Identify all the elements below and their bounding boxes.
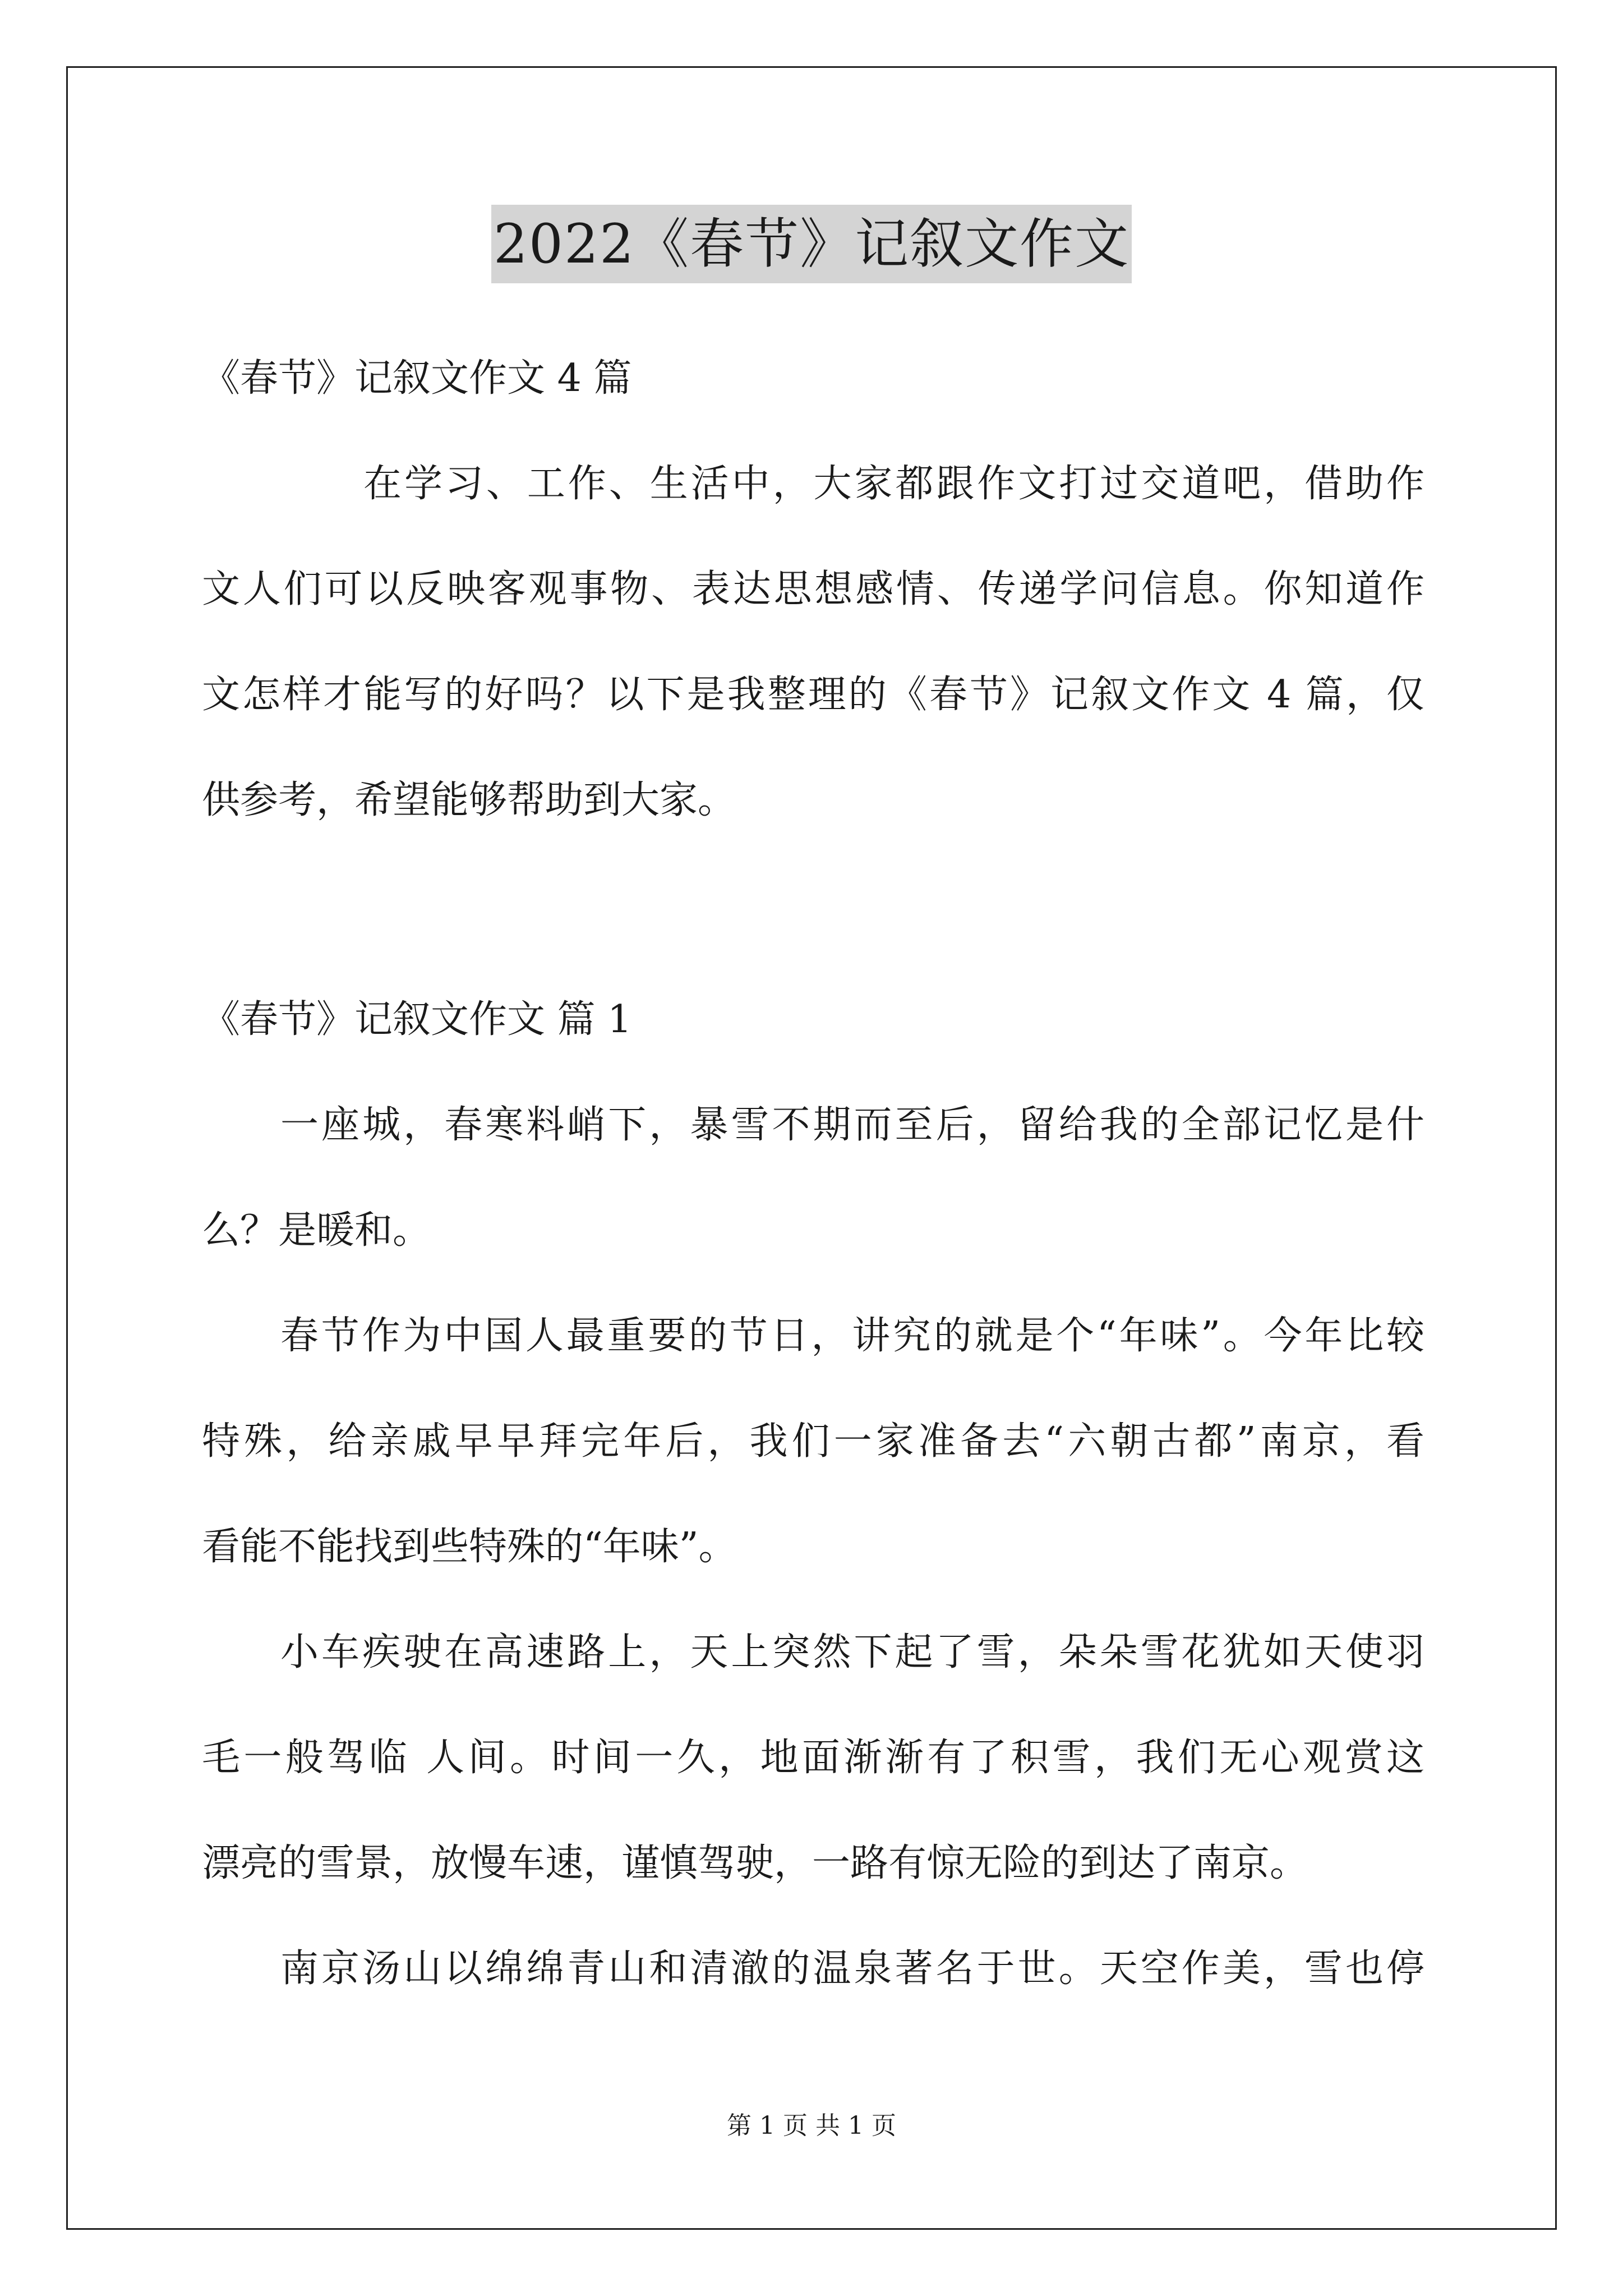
section-heading: 《春节》记叙文作文 篇 1 — [202, 997, 632, 1042]
p3-line-3: 漂亮的雪景，放慢车速，谨慎驾驶，一路有惊无险的到达了南京。 — [202, 1841, 1308, 1885]
intro-line-3: 文怎样才能写的好吗？以下是我整理的《春节》记叙文作文 4 篇，仅 — [202, 673, 1424, 717]
page-footer: 第 1 页 共 1 页 — [727, 2111, 896, 2140]
p1-line-2: 么？是暖和。 — [202, 1208, 431, 1253]
p4-line-1: 南京汤山以绵绵青山和清澈的温泉著名于世。天空作美，雪也停 — [280, 1947, 1424, 1991]
document-title: 2022《春节》记叙文作文 — [491, 205, 1132, 283]
p2-line-1: 春节作为中国人最重要的节日，讲究的就是个“年味”。今年比较 — [280, 1314, 1424, 1358]
document-subtitle: 《春节》记叙文作文 4 篇 — [202, 356, 632, 401]
p2-line-2: 特殊，给亲戚早早拜完年后，我们一家准备去“六朝古都”南京，看 — [202, 1419, 1424, 1464]
p2-line-3: 看能不能找到些特殊的“年味”。 — [202, 1525, 737, 1569]
p1-line-1: 一座城，春寒料峭下，暴雪不期而至后，留给我的全部记忆是什 — [280, 1103, 1424, 1147]
p3-line-2: 毛一般驾临 人间。时间一久，地面渐渐有了积雪，我们无心观赏这 — [202, 1736, 1424, 1780]
p3-line-1: 小车疾驶在高速路上，天上突然下起了雪，朵朵雪花犹如天使羽 — [280, 1630, 1424, 1674]
title-container — [0, 205, 1623, 283]
intro-line-1: 在学习、工作、生活中，大家都跟作文打过交道吧，借助作 — [363, 462, 1424, 506]
intro-line-4: 供参考，希望能够帮助到大家。 — [202, 778, 736, 822]
intro-line-2: 文人们可以反映客观事物、表达思想感情、传递学问信息。你知道作 — [202, 567, 1424, 611]
